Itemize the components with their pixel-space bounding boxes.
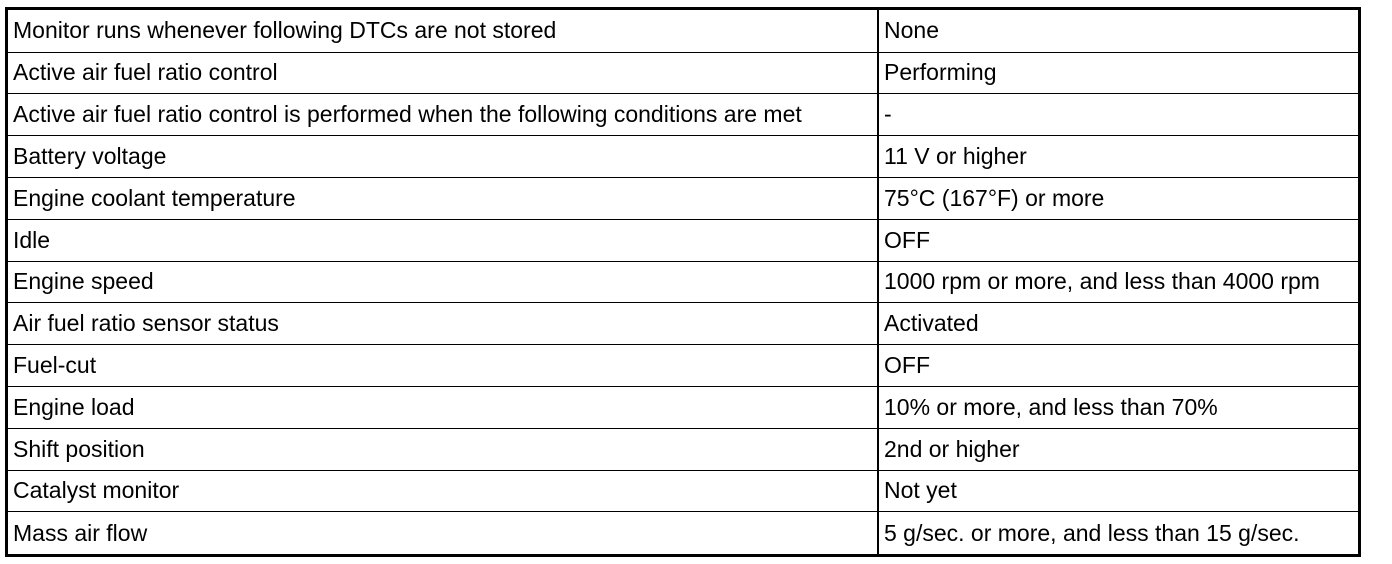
condition-item-cell: Active air fuel ratio control is performed when the following conditions are met (7, 94, 879, 136)
table-row (7, 52, 1360, 94)
condition-item-cell: Engine speed (7, 261, 879, 303)
condition-item-cell: Monitor runs whenever following DTCs are not stored (7, 9, 879, 53)
condition-item-cell: Shift position (7, 428, 879, 470)
condition-value-cell: OFF (878, 219, 1360, 261)
table-row (7, 386, 1360, 428)
condition-item-cell: Active air fuel ratio control (7, 52, 879, 94)
table-row (7, 136, 1360, 178)
condition-value-cell: Not yet (878, 470, 1360, 512)
condition-item-cell: Idle (7, 219, 879, 261)
condition-value-cell: 2nd or higher (878, 428, 1360, 470)
condition-item-cell: Mass air flow (7, 512, 879, 556)
table-row (7, 177, 1360, 219)
condition-value-cell: 75°C (167°F) or more (878, 177, 1360, 219)
table-row (7, 261, 1360, 303)
table-row (7, 345, 1360, 387)
condition-item-cell: Engine coolant temperature (7, 177, 879, 219)
condition-item-cell: Catalyst monitor (7, 470, 879, 512)
condition-value-cell: Activated (878, 303, 1360, 345)
condition-item-cell: Battery voltage (7, 136, 879, 178)
condition-item-cell: Fuel-cut (7, 345, 879, 387)
condition-value-cell: OFF (878, 345, 1360, 387)
condition-value-cell: None (878, 9, 1360, 53)
condition-value-cell: 11 V or higher (878, 136, 1360, 178)
condition-value-cell: - (878, 94, 1360, 136)
table-row (7, 428, 1360, 470)
table-row (7, 303, 1360, 345)
table-row (7, 219, 1360, 261)
condition-value-cell: 5 g/sec. or more, and less than 15 g/sec. (878, 512, 1360, 556)
condition-value-cell: 1000 rpm or more, and less than 4000 rpm (878, 261, 1360, 303)
table-row (7, 470, 1360, 512)
condition-item-cell: Engine load (7, 386, 879, 428)
table-row (7, 512, 1360, 556)
condition-value-cell: 10% or more, and less than 70% (878, 386, 1360, 428)
table-row (7, 9, 1360, 53)
table-body (7, 9, 1360, 556)
condition-item-cell: Air fuel ratio sensor status (7, 303, 879, 345)
monitor-conditions-table (5, 7, 1361, 557)
condition-value-cell: Performing (878, 52, 1360, 94)
table-row (7, 94, 1360, 136)
